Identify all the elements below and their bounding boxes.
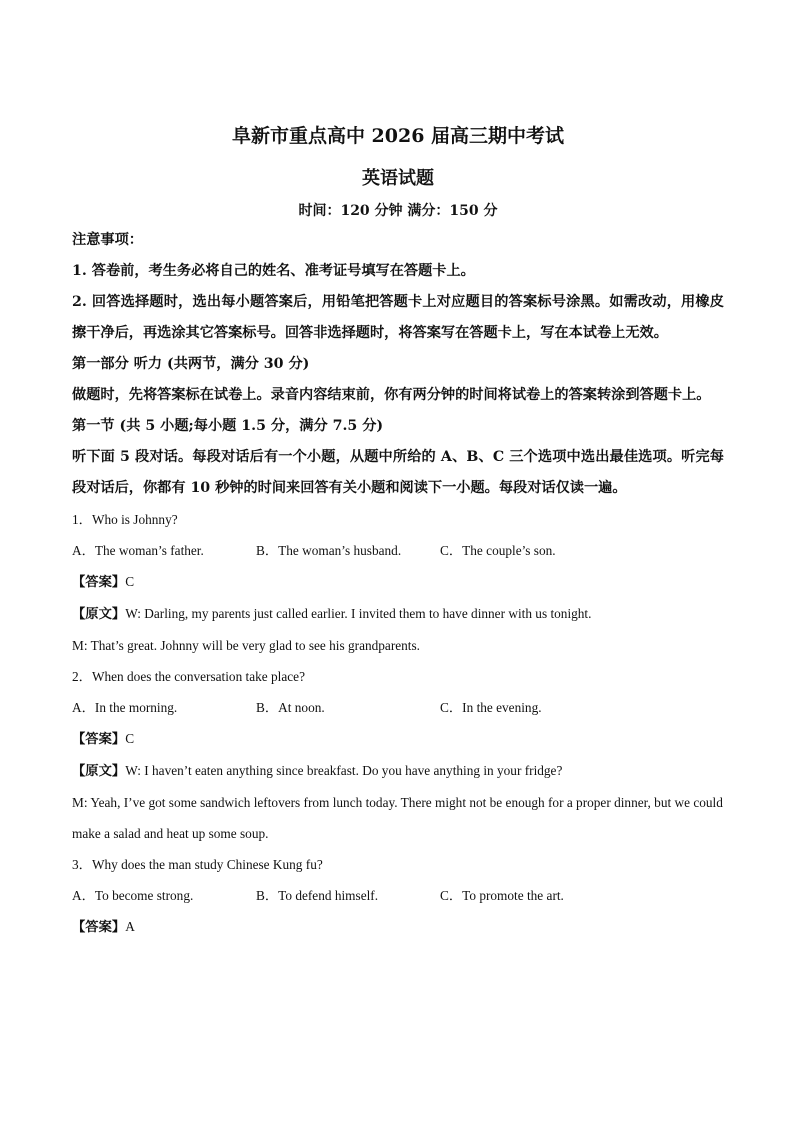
transcript-label: 【原文】 — [72, 764, 126, 779]
answer-label: 【答案】 — [72, 575, 126, 590]
transcript-line: M: Yeah, I’ve got some sandwich leftovers from lunch today. There might not be enough for a proper dinner, but we could make a salad and heat up some soup. — [72, 795, 723, 841]
answer-line — [72, 566, 724, 598]
option-a: A．The woman’s father. — [72, 543, 204, 558]
option-a: A．To become strong. — [72, 888, 194, 903]
exam-subtitle: 英语试题 — [362, 168, 434, 189]
notes-item-1: 1. 答卷前，考生务必将自己的姓名、准考证号填写在答题卡上。 — [72, 263, 475, 279]
exam-time-score: 时间：120 分钟 满分：150 分 — [298, 203, 498, 219]
exam-title: 阜新市重点高中 2026 届高三期中考试 — [231, 125, 565, 147]
part1-instructions: 做题时，先将答案标在试卷上。录音内容结束前，你有两分钟的时间将试卷上的答案转涂到答题卡上。 — [72, 387, 711, 403]
question-stem: 2．When does the conversation take place? — [72, 669, 305, 684]
question-options — [72, 535, 724, 566]
transcript-text: W: Darling, my parents just called earlier. I invited them to have dinner with us tonight. — [125, 606, 592, 621]
transcript-label: 【原文】 — [72, 607, 126, 622]
answer-value: C — [125, 731, 135, 746]
transcript-text: W: I haven’t eaten anything since breakfast. Do you have anything in your fridge? — [125, 763, 563, 778]
transcript-line: M: That’s great. Johnny will be very glad to see his grandparents. — [72, 638, 420, 653]
exam-page — [72, 122, 724, 943]
answer-value: A — [125, 919, 135, 934]
answer-line — [72, 911, 724, 943]
notes-item-2: 2. 回答选择题时，选出每小题答案后，用铅笔把答题卡上对应题目的答案标号涂黑。如需改动，用橡皮擦干净后，再选涂其它答案标号。回答非选择题时，将答案写在答题卡上，写在本试卷上无效。 — [72, 294, 724, 341]
option-b: B．The woman’s husband. — [256, 543, 402, 558]
notes-heading: 注意事项： — [72, 232, 143, 248]
section1-heading: 第一节 (共 5 小题;每小题 1.5 分，满分 7.5 分) — [72, 418, 384, 434]
option-a: A．In the morning. — [72, 700, 178, 715]
option-c: C．To promote the art. — [440, 888, 564, 903]
question-stem: 1．Who is Johnny? — [72, 512, 178, 527]
transcript-line — [72, 598, 724, 630]
question-stem: 3．Why does the man study Chinese Kung fu? — [72, 857, 323, 872]
question-options — [72, 880, 724, 911]
question-options — [72, 692, 724, 723]
option-c: C．In the evening. — [440, 700, 542, 715]
transcript-line — [72, 755, 724, 787]
answer-label: 【答案】 — [72, 920, 126, 935]
option-c: C．The couple’s son. — [440, 543, 556, 558]
answer-line — [72, 723, 724, 755]
answer-value: C — [125, 574, 135, 589]
option-b: B．To defend himself. — [256, 888, 379, 903]
option-b: B．At noon. — [256, 700, 325, 715]
answer-label: 【答案】 — [72, 732, 126, 747]
part1-heading: 第一部分 听力 (共两节，满分 30 分) — [72, 356, 310, 372]
section1-instructions: 听下面 5 段对话。每段对话后有一个小题，从题中所给的 A、B、C 三个选项中选出最佳选项。听完每段对话后，你都有 10 秒钟的时间来回答有关小题和阅读下一小题。每段对话仅读一遍。 — [72, 449, 724, 496]
